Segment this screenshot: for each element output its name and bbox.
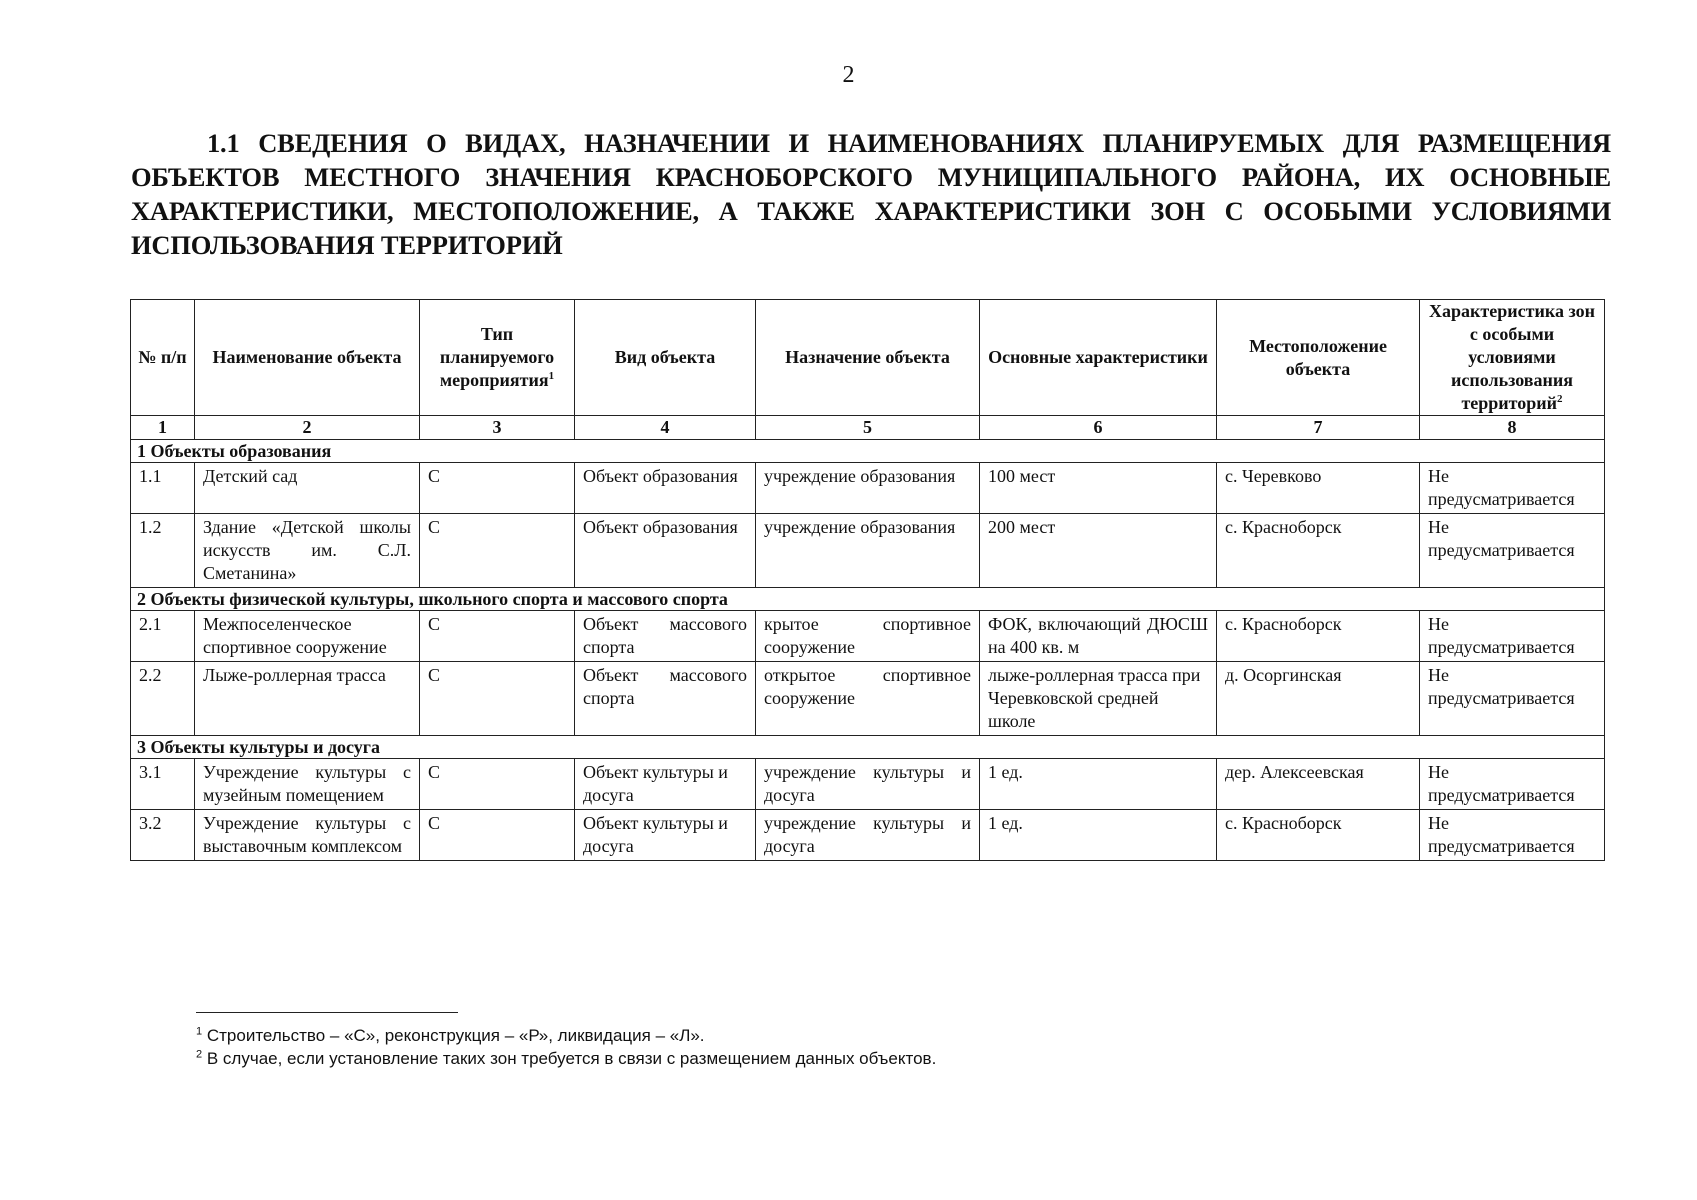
cell-characteristics: ФОК, включающий ДЮСШ на 400 кв. м: [980, 611, 1217, 662]
cell-type: С: [420, 810, 575, 861]
cell-name: Учреждение культуры с музейным помещением: [195, 759, 420, 810]
page-number: 2: [842, 62, 855, 88]
cell-name: Учреждение культуры с выставочным комплексом: [195, 810, 420, 861]
section-title: 1 Объекты образования: [131, 440, 1605, 463]
footnote-mark: 1: [196, 1025, 203, 1038]
cell-purpose: учреждение образования: [756, 514, 980, 588]
cell-location: с. Красноборск: [1217, 514, 1420, 588]
document-title: 1.1 СВЕДЕНИЯ О ВИДАХ, НАЗНАЧЕНИИ И НАИМЕНОВАНИЯХ ПЛАНИРУЕМЫХ ДЛЯ РАЗМЕЩЕНИЯ ОБЪЕКТОВ МЕСТНОГО ЗНАЧЕНИЯ КРАСНОБОРСКОГО МУНИЦИПАЛЬНОГО РАЙОНА, ИХ ОСНОВНЫЕ ХАРАКТЕРИСТИКИ, МЕСТОПОЛОЖЕНИЕ, А ТАКЖЕ ХАРАКТЕРИСТИКИ ЗОН С ОСОБЫМИ УСЛОВИЯМИ ИСПОЛЬЗОВАНИЯ ТЕРРИТОРИЙ: [131, 128, 1611, 260]
table-row: [131, 611, 1605, 662]
footnote-2: [196, 1047, 1396, 1070]
objects-table: [130, 299, 1605, 861]
footnote-1: [196, 1024, 1396, 1047]
header-name: Наименование объекта: [195, 300, 420, 416]
header-num: № п/п: [131, 300, 195, 416]
cell-type: С: [420, 662, 575, 736]
table-row: [131, 810, 1605, 861]
cell-num: 2.1: [131, 611, 195, 662]
header-zones: [1420, 300, 1605, 416]
cell-name: Детский сад: [195, 463, 420, 514]
cell-characteristics: лыже-роллерная трасса при Черевковской средней школе: [980, 662, 1217, 736]
header-zones-label: Характеристика зон с особыми условиями использования территорий: [1429, 301, 1595, 413]
cell-zones: Не предусматривается: [1420, 463, 1605, 514]
header-purpose: Назначение объекта: [756, 300, 980, 416]
cell-type: С: [420, 463, 575, 514]
cell-purpose: учреждение культуры и досуга: [756, 759, 980, 810]
section-title: 3 Объекты культуры и досуга: [131, 736, 1605, 759]
section-row: [131, 736, 1605, 759]
footnote-divider: [196, 1012, 458, 1013]
column-number: 4: [575, 416, 756, 440]
table-row: [131, 759, 1605, 810]
cell-num: 1.2: [131, 514, 195, 588]
section-row: [131, 440, 1605, 463]
cell-num: 1.1: [131, 463, 195, 514]
footnotes: [196, 1024, 1396, 1070]
column-number: 5: [756, 416, 980, 440]
column-number: 3: [420, 416, 575, 440]
column-number: 6: [980, 416, 1217, 440]
cell-characteristics: 1 ед.: [980, 759, 1217, 810]
cell-location: с. Красноборск: [1217, 611, 1420, 662]
table-row: [131, 662, 1605, 736]
column-number: 7: [1217, 416, 1420, 440]
header-row: [131, 300, 1605, 416]
cell-kind: Объект культуры и досуга: [575, 759, 756, 810]
cell-location: д. Осоргинская: [1217, 662, 1420, 736]
cell-zones: Не предусматривается: [1420, 662, 1605, 736]
cell-purpose: учреждение образования: [756, 463, 980, 514]
cell-location: дер. Алексеевская: [1217, 759, 1420, 810]
footnote-text: В случае, если установление таких зон требуется в связи с размещением данных объектов.: [206, 1049, 937, 1068]
cell-characteristics: 100 мест: [980, 463, 1217, 514]
column-number: 2: [195, 416, 420, 440]
cell-characteristics: 200 мест: [980, 514, 1217, 588]
header-characteristics: Основные характеристики: [980, 300, 1217, 416]
cell-kind: Объект образования: [575, 463, 756, 514]
cell-location: с. Черевково: [1217, 463, 1420, 514]
cell-zones: Не предусматривается: [1420, 810, 1605, 861]
cell-kind: Объект образования: [575, 514, 756, 588]
cell-type: С: [420, 759, 575, 810]
cell-zones: Не предусматривается: [1420, 514, 1605, 588]
column-number: 8: [1420, 416, 1605, 440]
section-title: 2 Объекты физической культуры, школьного спорта и массового спорта: [131, 588, 1605, 611]
cell-purpose: открытое спортивное сооружение: [756, 662, 980, 736]
cell-num: 3.1: [131, 759, 195, 810]
header-type: [420, 300, 575, 416]
footnote-ref-2: 2: [1557, 393, 1563, 405]
column-number-row: [131, 416, 1605, 440]
cell-kind: Объект массового спорта: [575, 662, 756, 736]
cell-name: Лыже-роллерная трасса: [195, 662, 420, 736]
cell-num: 3.2: [131, 810, 195, 861]
header-location: Местоположение объекта: [1217, 300, 1420, 416]
cell-name: Здание «Детской школы искусств им. С.Л. Сметанина»: [195, 514, 420, 588]
column-number: 1: [131, 416, 195, 440]
cell-zones: Не предусматривается: [1420, 759, 1605, 810]
footnote-text: Строительство – «С», реконструкция – «Р», ликвидация – «Л».: [206, 1026, 705, 1045]
cell-characteristics: 1 ед.: [980, 810, 1217, 861]
table-row: [131, 514, 1605, 588]
cell-purpose: крытое спортивное сооружение: [756, 611, 980, 662]
cell-name: Межпоселенческое спортивное сооружение: [195, 611, 420, 662]
cell-kind: Объект массового спорта: [575, 611, 756, 662]
cell-type: С: [420, 611, 575, 662]
cell-type: С: [420, 514, 575, 588]
section-row: [131, 588, 1605, 611]
cell-zones: Не предусматривается: [1420, 611, 1605, 662]
cell-purpose: учреждение культуры и досуга: [756, 810, 980, 861]
footnote-mark: 2: [196, 1048, 203, 1061]
cell-location: с. Красноборск: [1217, 810, 1420, 861]
header-type-label: Тип планируемого мероприятия: [439, 324, 555, 390]
cell-kind: Объект культуры и досуга: [575, 810, 756, 861]
footnote-ref-1: 1: [548, 370, 555, 382]
header-kind: Вид объекта: [575, 300, 756, 416]
table-row: [131, 463, 1605, 514]
cell-num: 2.2: [131, 662, 195, 736]
